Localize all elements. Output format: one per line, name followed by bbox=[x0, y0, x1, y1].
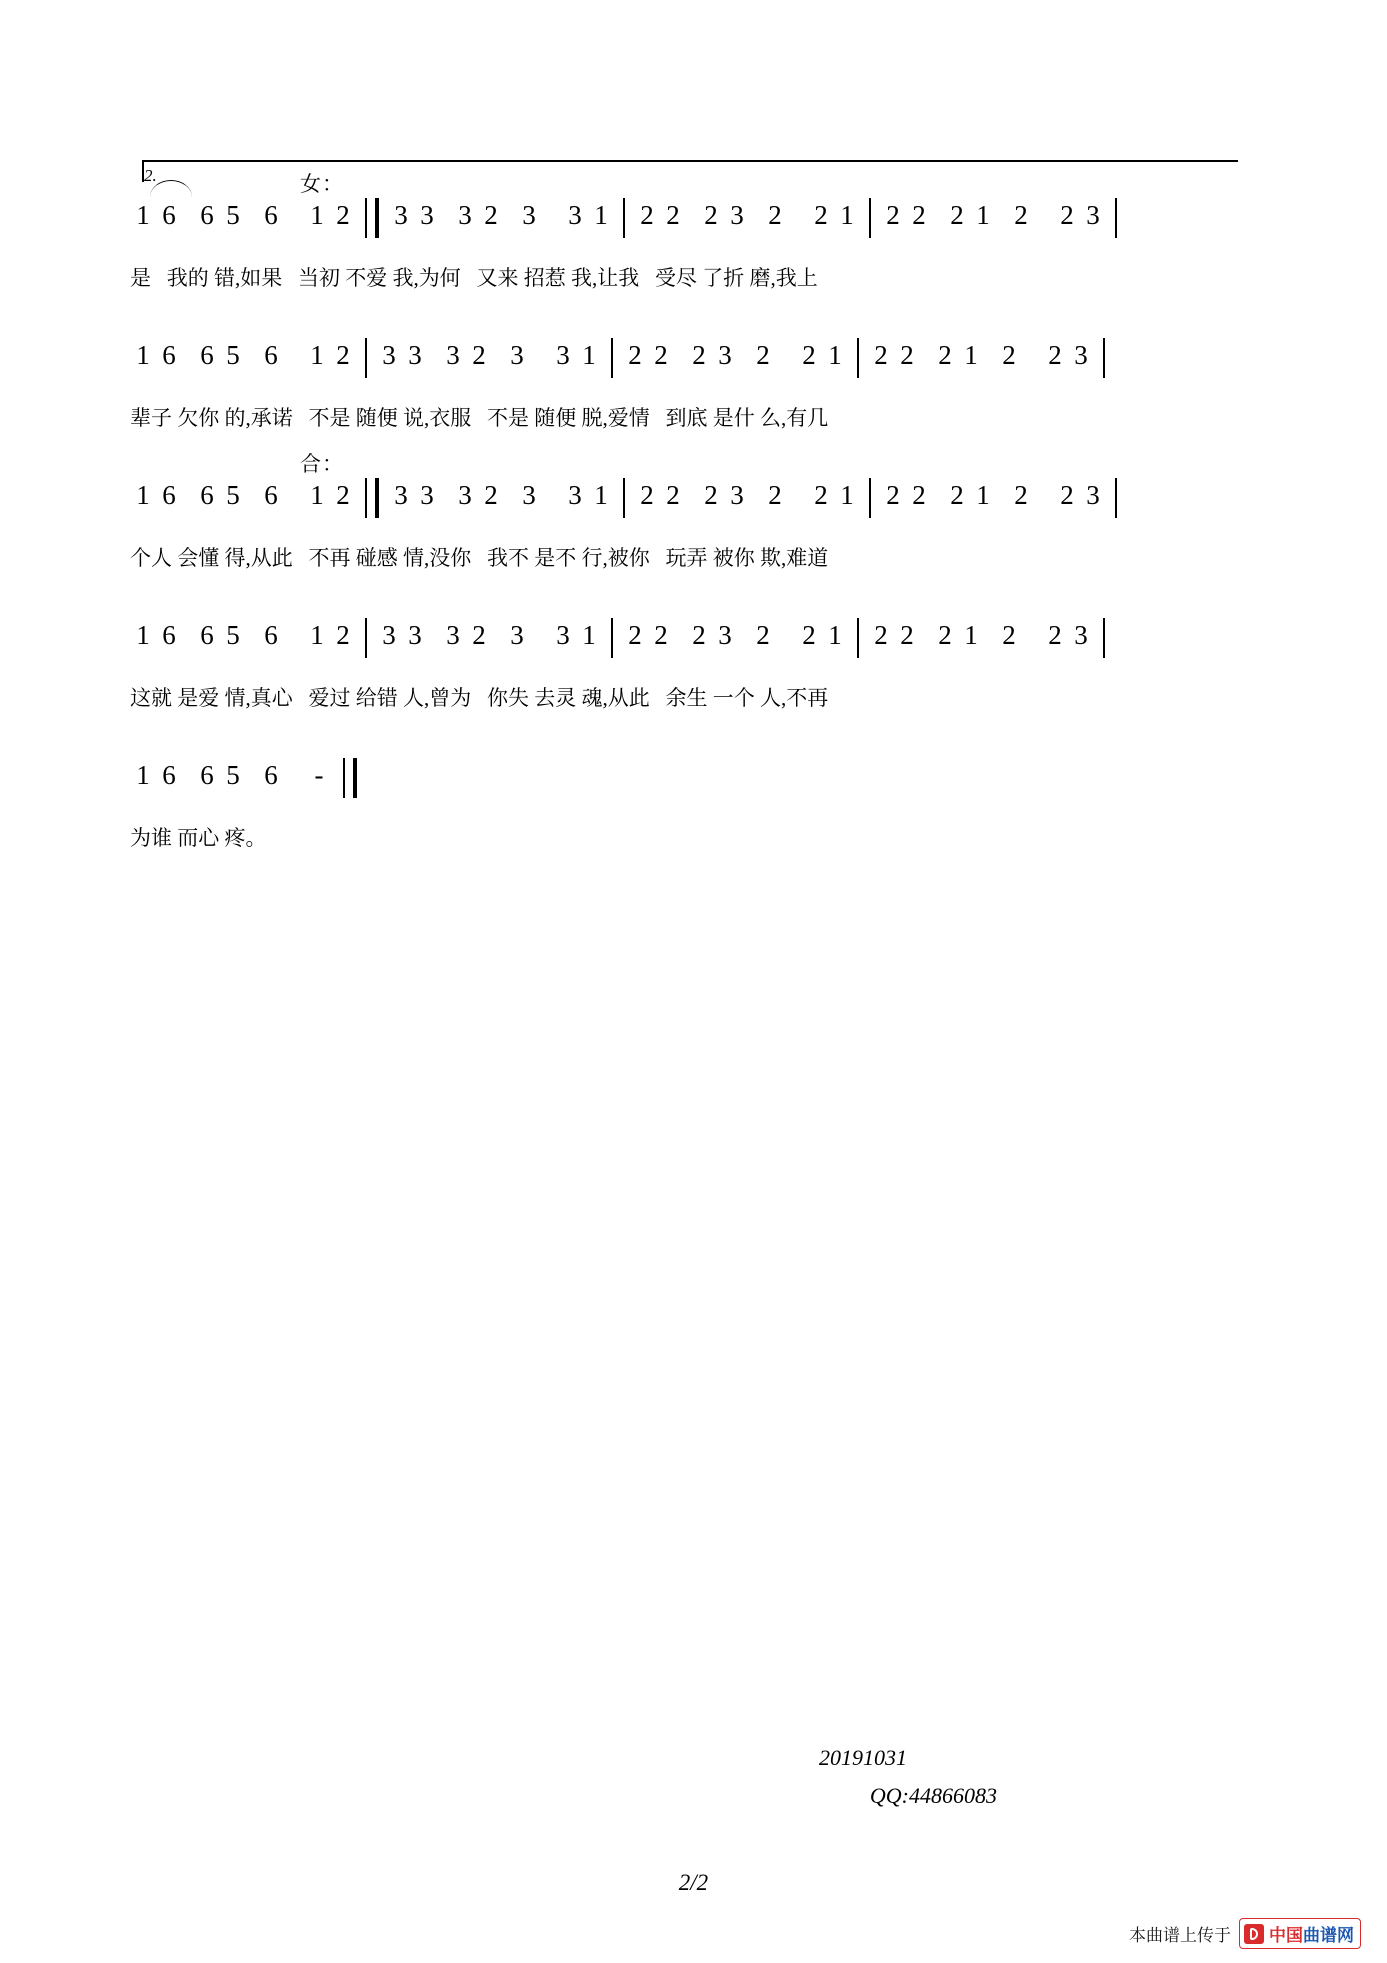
note-sustain-dash: - bbox=[314, 760, 324, 790]
note: 2 bbox=[704, 200, 718, 230]
note: 2 bbox=[654, 340, 668, 370]
note: 1 bbox=[136, 760, 150, 790]
note: 5 bbox=[226, 480, 240, 510]
note: 5 bbox=[226, 620, 240, 650]
note: 1 bbox=[310, 480, 324, 510]
note: 2 bbox=[938, 620, 952, 650]
note: 2 bbox=[484, 200, 498, 230]
note: 3 bbox=[522, 200, 536, 230]
note: 2 bbox=[802, 620, 816, 650]
note: 3 bbox=[446, 340, 460, 370]
site-name-qp: 曲谱网 bbox=[1303, 1926, 1354, 1945]
note: 2 bbox=[692, 340, 706, 370]
note: 2 bbox=[814, 200, 828, 230]
note: 1 bbox=[310, 340, 324, 370]
note: 5 bbox=[226, 760, 240, 790]
final-measure bbox=[130, 760, 334, 804]
note: 3 bbox=[1074, 340, 1088, 370]
pickup-measure bbox=[130, 620, 356, 664]
note: 6 bbox=[200, 620, 214, 650]
note: 1 bbox=[840, 480, 854, 510]
note: 6 bbox=[264, 340, 278, 370]
note: 1 bbox=[136, 480, 150, 510]
pickup-measure bbox=[130, 200, 356, 244]
site-name-cn: 中国 bbox=[1269, 1926, 1303, 1945]
credit-text: 本曲谱上传于 bbox=[1129, 1926, 1231, 1945]
note: 1 bbox=[964, 620, 978, 650]
note: 2 bbox=[912, 480, 926, 510]
note: 2 bbox=[874, 620, 888, 650]
note: 6 bbox=[264, 480, 278, 510]
measure bbox=[868, 340, 1094, 384]
note: 1 bbox=[136, 620, 150, 650]
note: 2 bbox=[874, 340, 888, 370]
note: 3 bbox=[510, 620, 524, 650]
note: 2 bbox=[336, 480, 350, 510]
note: 1 bbox=[828, 620, 842, 650]
note: 3 bbox=[408, 620, 422, 650]
notes-row-2 bbox=[130, 340, 1114, 384]
measure bbox=[880, 480, 1106, 524]
measure bbox=[634, 200, 860, 244]
note: 2 bbox=[640, 200, 654, 230]
measure bbox=[634, 480, 860, 524]
note: 2 bbox=[1002, 620, 1016, 650]
lyrics-line-5: 为谁 而心 疼。 bbox=[130, 826, 267, 850]
measure bbox=[376, 340, 602, 384]
barline bbox=[869, 198, 871, 238]
note: 6 bbox=[264, 200, 278, 230]
page-number: 2/2 bbox=[678, 1870, 709, 1895]
barline bbox=[365, 338, 367, 378]
note: 2 bbox=[666, 480, 680, 510]
note: 3 bbox=[556, 620, 570, 650]
pickup-measure bbox=[130, 480, 356, 524]
measure bbox=[388, 200, 614, 244]
note: 3 bbox=[718, 340, 732, 370]
barline bbox=[1103, 338, 1105, 378]
note: 3 bbox=[1086, 480, 1100, 510]
note: 2 bbox=[472, 340, 486, 370]
note: 6 bbox=[162, 760, 176, 790]
note: 3 bbox=[730, 200, 744, 230]
notes-row-5 bbox=[130, 760, 366, 804]
note: 3 bbox=[458, 480, 472, 510]
barline bbox=[623, 198, 625, 238]
note: 3 bbox=[1086, 200, 1100, 230]
note: 3 bbox=[394, 480, 408, 510]
note: 6 bbox=[162, 200, 176, 230]
note: 6 bbox=[200, 760, 214, 790]
measure bbox=[880, 200, 1106, 244]
note: 6 bbox=[162, 340, 176, 370]
note: 2 bbox=[1060, 480, 1074, 510]
barline bbox=[857, 338, 859, 378]
note: 3 bbox=[420, 200, 434, 230]
lyrics-line-1: 是 我的 错,如果 当初 不爱 我,为何 又来 招惹 我,让我 受尽 了折 磨,我上 bbox=[130, 266, 818, 290]
note: 1 bbox=[964, 340, 978, 370]
note: 1 bbox=[840, 200, 854, 230]
pickup-measure bbox=[130, 340, 356, 384]
note: 1 bbox=[136, 200, 150, 230]
double-barline bbox=[365, 198, 379, 238]
note: 2 bbox=[938, 340, 952, 370]
note: 2 bbox=[484, 480, 498, 510]
note: 3 bbox=[420, 480, 434, 510]
note: 3 bbox=[446, 620, 460, 650]
note: 2 bbox=[756, 620, 770, 650]
note: 6 bbox=[264, 760, 278, 790]
note: 3 bbox=[382, 620, 396, 650]
note: 3 bbox=[522, 480, 536, 510]
part-label-chorus: 合： bbox=[300, 452, 344, 476]
note: 1 bbox=[594, 480, 608, 510]
part-label-female: 女： bbox=[300, 172, 344, 196]
measure bbox=[622, 340, 848, 384]
note: 2 bbox=[802, 340, 816, 370]
note: 3 bbox=[568, 480, 582, 510]
note: 1 bbox=[976, 480, 990, 510]
note: 2 bbox=[900, 340, 914, 370]
note: 2 bbox=[666, 200, 680, 230]
note: 2 bbox=[1014, 200, 1028, 230]
note: 2 bbox=[336, 620, 350, 650]
note: 1 bbox=[310, 620, 324, 650]
note: 3 bbox=[382, 340, 396, 370]
measure bbox=[868, 620, 1094, 664]
notes-row-1 bbox=[130, 200, 1126, 244]
barline bbox=[611, 338, 613, 378]
note: 5 bbox=[226, 340, 240, 370]
barline bbox=[869, 478, 871, 518]
note: 2 bbox=[912, 200, 926, 230]
note: 6 bbox=[200, 480, 214, 510]
note: 3 bbox=[718, 620, 732, 650]
notes-row-3 bbox=[130, 480, 1126, 524]
logo-mark-icon bbox=[1244, 1924, 1264, 1944]
note: 6 bbox=[162, 480, 176, 510]
note: 3 bbox=[458, 200, 472, 230]
note: 2 bbox=[704, 480, 718, 510]
note: 2 bbox=[692, 620, 706, 650]
lyrics-line-4: 这就 是爱 情,真心 爱过 给错 人,曾为 你失 去灵 魂,从此 余生 一个 人,不再 bbox=[130, 686, 829, 710]
note: 3 bbox=[568, 200, 582, 230]
note: 3 bbox=[730, 480, 744, 510]
note: 3 bbox=[510, 340, 524, 370]
measure bbox=[376, 620, 602, 664]
barline bbox=[1115, 478, 1117, 518]
note: 2 bbox=[336, 340, 350, 370]
upload-credit bbox=[1129, 1918, 1361, 1949]
footer-qq: QQ:44866083 bbox=[869, 1783, 997, 1808]
barline bbox=[857, 618, 859, 658]
note: 2 bbox=[768, 200, 782, 230]
note: 1 bbox=[976, 200, 990, 230]
lyrics-line-3: 个人 会懂 得,从此 不再 碰感 情,没你 我不 是不 行,被你 玩弄 被你 欺,难道 bbox=[130, 546, 829, 570]
note: 2 bbox=[886, 480, 900, 510]
note: 2 bbox=[814, 480, 828, 510]
note: 5 bbox=[226, 200, 240, 230]
note: 6 bbox=[200, 200, 214, 230]
note: 6 bbox=[200, 340, 214, 370]
footer-date: 20191031 bbox=[819, 1745, 907, 1770]
note: 2 bbox=[1060, 200, 1074, 230]
staff-top-rule bbox=[142, 160, 1238, 162]
measure bbox=[388, 480, 614, 524]
note: 2 bbox=[768, 480, 782, 510]
note: 2 bbox=[336, 200, 350, 230]
note: 2 bbox=[1048, 620, 1062, 650]
note: 2 bbox=[1048, 340, 1062, 370]
note: 2 bbox=[654, 620, 668, 650]
notes-row-4 bbox=[130, 620, 1114, 664]
note: 2 bbox=[628, 620, 642, 650]
note: 2 bbox=[628, 340, 642, 370]
repeat-ending-mark: 2. bbox=[144, 166, 157, 185]
note: 1 bbox=[594, 200, 608, 230]
note: 1 bbox=[582, 340, 596, 370]
note: 2 bbox=[950, 480, 964, 510]
note: 3 bbox=[1074, 620, 1088, 650]
note: 6 bbox=[162, 620, 176, 650]
note: 3 bbox=[394, 200, 408, 230]
measure bbox=[622, 620, 848, 664]
note: 2 bbox=[1002, 340, 1016, 370]
note: 2 bbox=[886, 200, 900, 230]
note: 1 bbox=[582, 620, 596, 650]
note: 2 bbox=[756, 340, 770, 370]
lyrics-line-2: 辈子 欠你 的,承诺 不是 随便 说,衣服 不是 随便 脱,爱情 到底 是什 么,有几 bbox=[130, 406, 829, 430]
note: 2 bbox=[900, 620, 914, 650]
barline bbox=[1103, 618, 1105, 658]
note: 6 bbox=[264, 620, 278, 650]
final-double-barline bbox=[343, 758, 357, 798]
note: 2 bbox=[1014, 480, 1028, 510]
site-logo[interactable] bbox=[1239, 1918, 1361, 1949]
note: 3 bbox=[408, 340, 422, 370]
note: 1 bbox=[136, 340, 150, 370]
note: 1 bbox=[828, 340, 842, 370]
note: 2 bbox=[950, 200, 964, 230]
note: 2 bbox=[472, 620, 486, 650]
barline bbox=[611, 618, 613, 658]
note: 3 bbox=[556, 340, 570, 370]
barline bbox=[623, 478, 625, 518]
note: 2 bbox=[640, 480, 654, 510]
note: 1 bbox=[310, 200, 324, 230]
double-barline bbox=[365, 478, 379, 518]
barline bbox=[365, 618, 367, 658]
barline bbox=[1115, 198, 1117, 238]
